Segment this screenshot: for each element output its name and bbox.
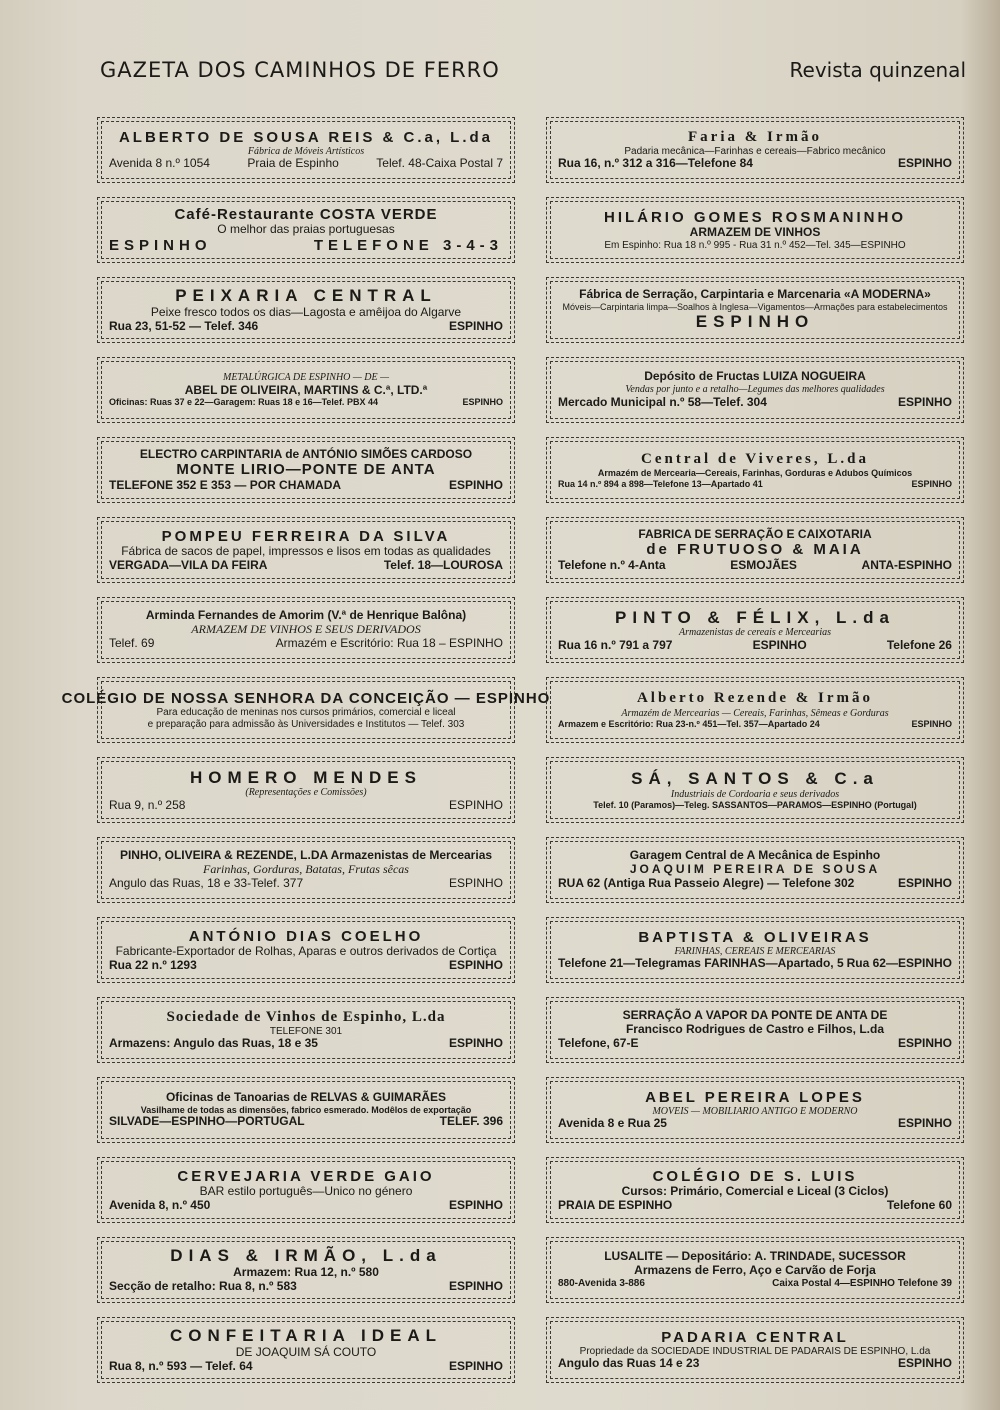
ad-contact-row [558,639,952,653]
ad-line: Faria & Irmão [688,128,822,145]
ad-contact-item: ESPINHO [448,875,503,890]
ad-contact-row [109,157,503,171]
ad-contact-item: ESPINHO [448,957,503,972]
ad-contact-row [109,637,503,651]
ad-contact-item: Avenida 8, n.º 450 [109,1197,211,1212]
ad-line: Armazenistas de cereais e Mercearias [678,627,831,639]
ad-line: Fábrica de Móveis Artísticos [247,145,365,157]
ad-contact-row [109,1115,503,1129]
ad-line: BAPTISTA & OLIVEIRAS [638,928,872,946]
ad-contact-item: ESPINHO [897,394,952,409]
ad-contact-row [558,1357,952,1371]
left-advertisement [97,1237,515,1303]
ad-contact-row [109,397,503,407]
ad-line: LUSALITE — Depositário: A. TRINDADE, SUCESSOR [604,1249,906,1264]
advertisement-frame [101,1001,511,1059]
advertisement-frame [550,201,960,259]
right-advertisement [546,117,964,183]
ad-contact-item: PRAIA DE ESPINHO [558,1197,673,1212]
ad-line: SERRAÇÃO A VAPOR DA PONTE DE ANTA DE [622,1008,888,1023]
advertisement-frame [101,1321,511,1379]
right-advertisement [546,677,964,743]
advertisement-frame [550,1241,960,1299]
left-advertisement [97,1077,515,1143]
ad-contact-item: Rua 62—ESPINHO [846,956,952,971]
advertisement-frame [101,1241,511,1299]
ad-line: COLÉGIO DE S. LUIS [652,1167,858,1185]
left-advertisement [97,517,515,583]
ad-line: (Representações e Comissões) [245,787,367,799]
ad-contact-item: ESPINHO [752,637,807,652]
ad-contact-item: Armazem e Escritório: Rua 23-n.º 451—Tel. 357—Apartado 24 [558,719,820,730]
ad-contact-row [558,240,952,252]
ad-line: TELEFONE 301 [269,1025,343,1037]
ad-line: HILÁRIO GOMES ROSMANINHO [603,208,906,226]
ad-contact-item: Telefone 26 [886,637,952,652]
right-advertisement [546,837,964,903]
advertisement-frame [101,921,511,979]
advertisement-frame [61,681,551,739]
ad-contact-item: ESPINHO [462,397,503,408]
ad-contact-item: ESPINHO [448,797,503,812]
advertisement-frame [101,521,511,579]
ad-line: PEIXARIA CENTRAL [175,286,437,306]
advertisement-frame [101,761,511,819]
ad-contact-row [558,1037,952,1051]
ad-line: JOAQUIM PEREIRA DE SOUSA [629,862,881,877]
ad-line: Padaria mecânica—Farinhas e cereais—Fabrico mecânico [624,145,886,157]
ad-line: FABRICA DE SERRAÇÃO E CAIXOTARIA [638,526,872,541]
advertisement-frame [550,361,960,419]
ad-contact-row [109,799,503,813]
ad-contact-row [558,312,952,332]
ad-contact-item: ESPINHO [448,1278,503,1293]
ad-contact-item: ESPINHO [448,1036,503,1051]
left-advertisement [97,597,515,663]
ad-contact-item: ESPINHO [897,1356,952,1371]
ad-line: ALBERTO DE SOUSA REIS & C.a, L.da [118,128,494,146]
ad-contact-row [109,1199,503,1213]
ad-line: Para educação de meninas nos cursos primários, comercial e liceal [156,707,456,719]
ad-contact-item: Telef. 10 (Paramos)—Teleg. SASSANTOS—PARAMOS—ESPINHO (Portugal) [593,800,917,811]
ad-line: Móveis—Carpintaria limpa—Soalhos à Inglesa—Vigamentos—Armações para estabelecimentos [562,301,948,312]
ad-contact-row [558,800,952,810]
ad-contact-item: ESPINHO [695,312,815,332]
ad-contact-item: Rua 8, n.º 593 — Telef. 64 [109,1358,253,1373]
ad-line: Armazens de Ferro, Aço e Carvão de Forja [634,1263,876,1278]
ad-line: MOVEIS — MOBILIARIO ANTIGO E MODERNO [652,1105,858,1117]
ad-line: Vasilhame de todas as dimensões, fabrico esmerado. Modêlos de exportação [140,1104,472,1115]
ad-line: POMPEU FERREIRA DA SILVA [161,527,451,545]
ad-line: FARINHAS, CEREAIS E MERCEARIAS [674,945,836,957]
ad-line: Francisco Rodrigues de Castro e Filhos, L.da [625,1022,885,1037]
ad-line: Industriais de Cordoaria e seus derivados [670,788,840,800]
ad-contact-item: ESMOJÃES [730,557,797,572]
advertisement-frame [101,361,511,419]
advertisement-frame [550,1081,960,1139]
ad-contact-item: Telef. 48-Caixa Postal 7 [376,156,503,171]
advertisement-frame [550,761,960,819]
right-ad-column [546,117,964,1397]
right-advertisement [546,517,964,583]
ad-line: Central de Viveres, L.da [641,451,869,468]
ad-contact-item: e preparação para admissão às Universidades e Institutos — Telef. 303 [147,718,465,730]
right-advertisement [546,597,964,663]
ad-contact-row [558,1199,952,1213]
ad-contact-row [109,320,503,334]
ad-line: Oficinas de Tanoarias de RELVAS & GUIMARÃES [165,1090,447,1105]
ad-contact-item: TELEFONE 352 E 353 — POR CHAMADA [109,477,342,492]
ad-line: SÁ, SANTOS & C.a [631,769,879,789]
advertisement-frame [550,921,960,979]
ad-contact-item: Rua 14 n.º 894 a 898—Telefone 13—Apartado 41 [558,478,763,489]
ad-line: Cursos: Primário, Comercial e Liceal (3 Ciclos) [621,1183,889,1198]
ad-line: CONFEITARIA IDEAL [170,1326,442,1346]
ad-line: BAR estilo português—Unico no género [199,1183,413,1198]
ad-contact-item: Rua 9, n.º 258 [109,797,186,812]
ad-line: DE JOAQUIM SÁ COUTO [235,1344,377,1359]
ad-line: PINHO, OLIVEIRA & REZENDE, L.DA Armazenistas de Mercearias [119,848,493,863]
ad-line: Armazém de Mercearias — Cereais, Farinhas, Sêmeas e Gorduras [621,707,889,719]
ad-contact-item: ESPINHO [109,236,212,254]
ad-line: ABEL PEREIRA LOPES [645,1088,865,1106]
advertisement-frame [101,1081,511,1139]
ad-contact-row [109,719,503,731]
ad-contact-item: Telefone 21—Telegramas FARINHAS—Apartado, 5 [558,956,844,971]
ad-line: Garagem Central de A Mecânica de Espinho [629,848,881,863]
ad-line: Farinhas, Gorduras, Batatas, Frutas sêcas [203,862,409,877]
advertisement-frame [101,841,511,899]
ad-contact-item: Telefone n.º 4-Anta [558,557,666,572]
ad-contact-item: 880-Avenida 3-886 [558,1278,645,1290]
right-advertisement [546,757,964,823]
ad-line: Vendas por junto e a retalho—Legumes das melhores qualidades [625,384,885,396]
ad-line: Peixe fresco todos os dias—Lagosta e amêijoa do Algarve [150,304,462,319]
advertisement-frame [101,281,511,339]
ad-contact-row [558,479,952,489]
ad-contact-item: Rua 16, n.º 312 a 316—Telefone 84 [558,156,753,171]
ad-line: ARMAZEM DE VINHOS [689,224,821,239]
left-advertisement [97,837,515,903]
ad-contact-item: Caixa Postal 4—ESPINHO Telefone 39 [772,1278,952,1290]
ad-contact-item: Telef. 69 [109,635,155,650]
ad-contact-row [109,479,503,493]
right-advertisement [546,1317,964,1383]
ad-contact-item: ESPINHO [897,875,952,890]
ad-contact-item: Armazens: Angulo das Ruas, 18 e 35 [109,1036,318,1051]
advertisement-frame [550,681,960,739]
advertisement-frame [101,601,511,659]
ad-line: Café-Restaurante COSTA VERDE [174,205,438,223]
left-advertisement [97,357,515,423]
left-advertisement [97,1317,515,1383]
publication-subtitle: Revista quinzenal [789,58,966,82]
page-header [100,50,966,82]
ad-contact-item: Telefone, 67-E [558,1035,639,1050]
left-advertisement [97,917,515,983]
advertisement-frame [550,121,960,179]
ad-line: CERVEJARIA VERDE GAIO [177,1167,435,1185]
ad-line: PINTO & FÉLIX, L.da [615,607,895,627]
ad-line: COLÉGIO DE NOSSA SENHORA DA CONCEIÇÃO — ESPINHO [61,689,551,707]
ad-line: ARMAZEM DE VINHOS E SEUS DERIVADOS [191,622,421,637]
ad-contact-item: ESPINHO [911,719,952,730]
left-advertisement [97,757,515,823]
ad-contact-row [109,559,503,573]
ad-contact-item: ESPINHO [897,156,952,171]
ad-line: Sociedade de Vinhos de Espinho, L.da [166,1008,446,1025]
ad-contact-item: Praia de Espinho [247,156,339,171]
ad-contact-item: Avenida 8 n.º 1054 [109,156,210,171]
advertisement-frame [550,841,960,899]
advertisement-frame [550,1001,960,1059]
ad-contact-row [109,1360,503,1374]
ad-contact-item: ANTA-ESPINHO [861,557,952,572]
ad-contact-row [558,877,952,891]
ad-line: ABEL DE OLIVEIRA, MARTINS & C.ª, LTD.ª [184,382,428,397]
ad-contact-item: VERGADA—VILA DA FEIRA [109,557,268,572]
ad-contact-row [558,1278,952,1290]
ad-line: Armazem: Rua 12, n.º 580 [233,1264,379,1279]
ad-contact-item: ESPINHO [448,1358,503,1373]
ad-line: Propriedade da SOCIEDADE INDUSTRIAL DE PADARAIS DE ESPINHO, L.da [579,1345,931,1357]
ad-line: Depósito de Fructas LUIZA NOGUEIRA [644,369,866,384]
ad-contact-row [109,1280,503,1294]
left-advertisement [61,677,551,743]
ad-contact-item: Oficinas: Ruas 37 e 22—Garagem: Ruas 18 e 16—Telef. PBX 44 [109,397,378,408]
left-advertisement [97,117,515,183]
ad-contact-row [558,157,952,171]
ad-contact-row [109,237,503,254]
left-ad-column [61,117,551,1397]
ad-contact-item: Rua 23, 51-52 — Telef. 346 [109,318,259,333]
ad-contact-item: Armazém e Escritório: Rua 18 – ESPINHO [275,635,503,650]
left-advertisement [97,997,515,1063]
ad-contact-item: Mercado Municipal n.º 58—Telef. 304 [558,394,767,409]
ad-contact-item: RUA 62 (Antiga Rua Passeio Alegre) — Telefone 302 [558,875,855,890]
right-advertisement [546,277,964,343]
ad-contact-item: Telefone 60 [886,1197,952,1212]
ad-contact-item: ESPINHO [911,478,952,489]
right-advertisement [546,997,964,1063]
ad-contact-item: Angulo das Ruas, 18 e 33-Telef. 377 [109,875,304,890]
ad-contact-item: TELEF. 396 [439,1114,503,1129]
ad-contact-item: ESPINHO [448,1197,503,1212]
ad-line: Fabricante-Exportador de Rolhas, Aparas e outros derivados de Cortiça [115,943,497,958]
ad-contact-row [109,959,503,973]
ad-line: DIAS & IRMÃO, L.da [170,1246,442,1266]
ad-contact-item: Em Espinho: Rua 18 n.º 995 - Rua 31 n.º 452—Tel. 345—ESPINHO [604,239,906,251]
ad-contact-item: Angulo das Ruas 14 e 23 [558,1356,700,1371]
advertisement-frame [550,441,960,499]
ad-line: PADARIA CENTRAL [661,1328,849,1346]
ad-contact-row [558,396,952,410]
ad-contact-item: Secção de retalho: Rua 8, n.º 583 [109,1278,297,1293]
ad-line: Armazém de Mercearia—Cereais, Farinhas, Gorduras e Adubos Químicos [597,468,913,479]
right-advertisement [546,1077,964,1143]
ad-line: O melhor das praias portuguesas [217,222,395,237]
ad-contact-item: Telef. 18—LOUROSA [383,557,503,572]
ad-line: Fábrica de sacos de papel, impressos e lisos em todas as qualidades [121,543,491,558]
ad-contact-row [558,957,952,971]
advertisement-frame [550,601,960,659]
ad-contact-item: Rua 16 n.º 791 a 797 [558,637,673,652]
ad-contact-item: ESPINHO [448,318,503,333]
ad-line: ANTÓNIO DIAS COELHO [188,927,424,945]
ad-line: Alberto Rezende & Irmão [636,690,874,707]
ad-contact-row [109,877,503,891]
ad-line: Fábrica de Serração, Carpintaria e Marcenaria «A MODERNA» [579,287,931,302]
right-advertisement [546,437,964,503]
advertisement-frame [101,121,511,179]
ad-contact-item: ESPINHO [897,1116,952,1131]
right-advertisement [546,357,964,423]
right-advertisement [546,917,964,983]
ad-line: ELECTRO CARPINTARIA de ANTÓNIO SIMÕES CARDOSO [139,446,473,461]
advertisement-frame [101,201,511,259]
advertisement-frame [101,441,511,499]
ad-contact-item: TELEFONE 3-4-3 [313,236,503,254]
left-advertisement [97,437,515,503]
advertisement-frame [550,1161,960,1219]
left-advertisement [97,197,515,263]
ad-line: HOMERO MENDES [190,767,422,787]
ad-contact-row [558,1117,952,1131]
right-advertisement [546,1157,964,1223]
right-advertisement [546,197,964,263]
ad-line: METALÚRGICA DE ESPINHO — DE — [222,372,389,384]
ad-contact-item: ESPINHO [897,1035,952,1050]
publication-title: GAZETA DOS CAMINHOS DE FERRO [100,58,500,82]
advertisement-frame [550,521,960,579]
ad-contact-row [558,559,952,573]
ad-contact-row [109,1037,503,1051]
advertisement-frame [101,1161,511,1219]
ad-contact-item: Rua 22 n.º 1293 [109,957,197,972]
ad-line: de FRUTUOSO & MAIA [646,541,864,559]
ad-contact-item: SILVADE—ESPINHO—PORTUGAL [109,1114,305,1129]
left-advertisement [97,277,515,343]
ad-contact-item: Avenida 8 e Rua 25 [558,1116,667,1131]
right-advertisement [546,1237,964,1303]
advertisement-frame [550,1321,960,1379]
ad-line: Arminda Fernandes de Amorim (V.ª de Henrique Balôna) [145,608,467,623]
ad-line: MONTE LIRIO—PONTE DE ANTA [176,461,436,479]
left-advertisement [97,1157,515,1223]
advertisement-frame [550,281,960,339]
ad-contact-item: ESPINHO [448,477,503,492]
ad-contact-row [558,719,952,729]
